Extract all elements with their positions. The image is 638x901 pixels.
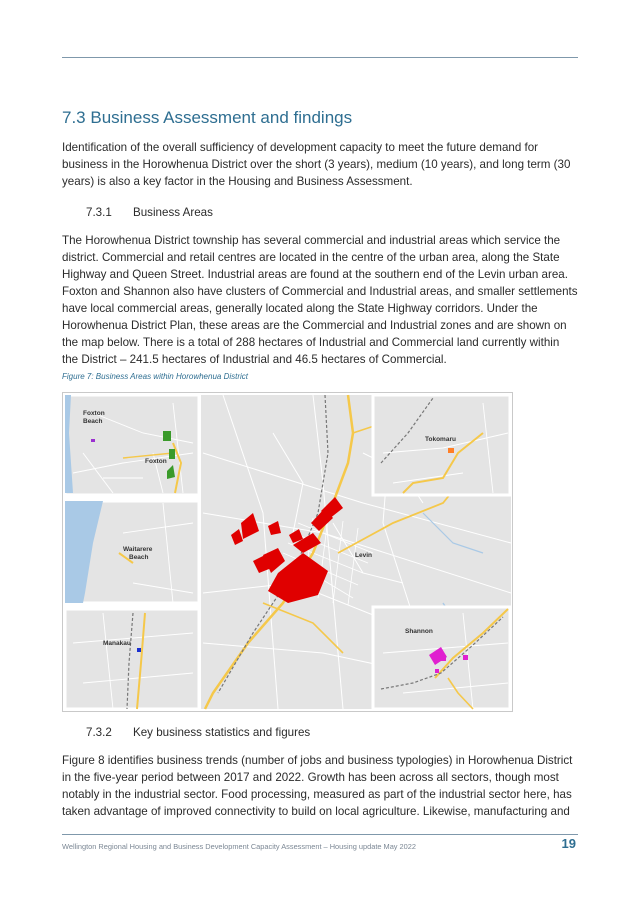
inset-shannon xyxy=(373,607,510,709)
label-shannon: Shannon xyxy=(405,628,433,635)
map-svg xyxy=(63,393,512,711)
footer-rule xyxy=(62,834,578,835)
inset-waitarere xyxy=(65,501,199,603)
inset-manakau xyxy=(65,609,199,709)
key-stats-body: Figure 8 identifies business trends (number of jobs and business typologies) in Horowhenua District in the five-year period between 2017 and 2022. Growth has been across all sectors, though most notably in the industrial sector. Food processing, measured as part of the industrial sector here, has taken advantage of improved connectivity to build on local agriculture. Likewise, manufacturing and xyxy=(62,754,573,818)
footer-text: Wellington Regional Housing and Business Development Capacity Assessment – Housing update May 2022 xyxy=(62,842,416,851)
subsection-heading-key-stats xyxy=(86,726,310,739)
inset-foxton xyxy=(65,395,199,495)
subsection-heading-business-areas xyxy=(86,206,213,219)
section-intro: Identification of the overall sufficiency of development capacity to meet the future demand for business in the Horowhenua District over the short (3 years), medium (10 years), and long term (30 years) is also a key factor in the Housing and Business Assessment. xyxy=(62,141,571,188)
subsection-title-2: Key business statistics and figures xyxy=(133,726,311,739)
subsection-number-2: 7.3.2 xyxy=(86,726,112,739)
business-areas-body: The Horowhenua District township has several commercial and industrial areas which service the district. Commercial and retail centres are located in the centre of the urban area, along the State Highway and Queen Street. Industrial areas are found at the southern end of the Levin urban area. Foxton and Shannon also have clusters of Commercial and Industrial areas, and smaller settlements have local commercial areas, generally located along the State Highway corridors. Under the Horowhenua District Plan, these areas are the Commercial and Industrial zones and are shown on the map below. There is a total of 288 hectares of Industrial and Commercial land currently within the District – 241.5 hectares of Industrial and 46.5 hectares of Commercial. xyxy=(62,234,578,366)
label-tokomaru: Tokomaru xyxy=(425,436,456,443)
header-rule xyxy=(62,57,578,58)
inset-tokomaru xyxy=(373,395,510,495)
business-areas-map xyxy=(62,392,513,712)
label-levin: Levin xyxy=(355,552,372,559)
label-waitarere-1: Waitarere xyxy=(123,546,153,553)
label-waitarere-2: Beach xyxy=(129,554,149,561)
page-number: 19 xyxy=(561,836,576,851)
label-foxton-beach-2: Beach xyxy=(83,418,103,425)
figure-caption: Figure 7: Business Areas within Horowhenua District xyxy=(62,372,249,381)
label-manakau: Manakau xyxy=(103,640,131,647)
subsection-number: 7.3.1 xyxy=(86,206,112,219)
label-foxton-beach-1: Foxton xyxy=(83,410,105,417)
label-foxton: Foxton xyxy=(145,458,167,465)
subsection-title: Business Areas xyxy=(133,206,213,219)
section-heading: 7.3 Business Assessment and findings xyxy=(62,108,353,127)
